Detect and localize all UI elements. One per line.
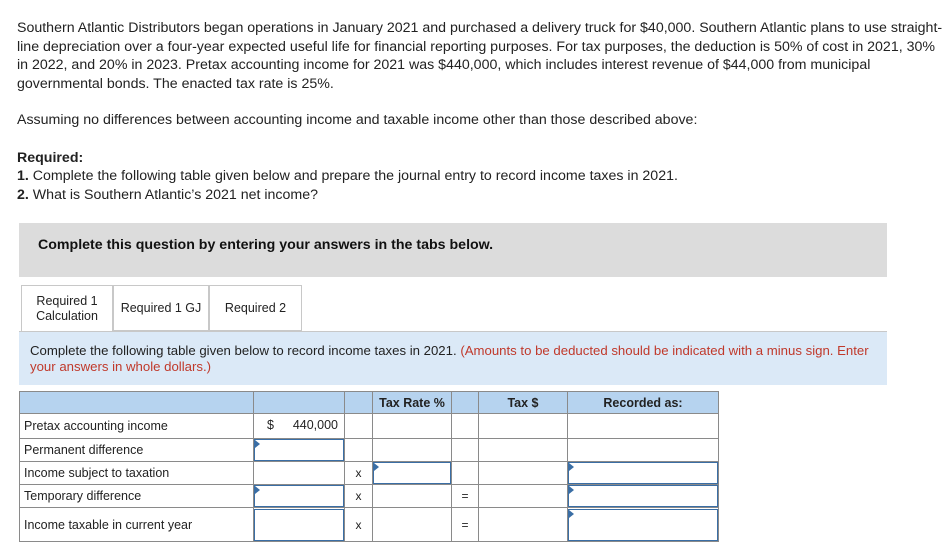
instructions-main: Complete the following table given below to record income taxes in 2021. — [30, 343, 461, 358]
empty-cell — [254, 462, 345, 485]
row-label: Permanent difference — [20, 439, 254, 462]
tab-required-1-gj[interactable] — [113, 285, 209, 331]
table-row — [20, 485, 719, 508]
amount: 440,000 — [292, 418, 338, 432]
recorded-as-select[interactable] — [568, 485, 718, 507]
tab-label-line1: Required 1 — [36, 294, 98, 308]
header-recorded-as: Recorded as: — [568, 392, 719, 414]
pretax-income-value — [254, 414, 345, 439]
row-label: Income taxable in current year — [20, 508, 254, 542]
table-row — [20, 414, 719, 439]
table-row — [20, 439, 719, 462]
table-header-row — [20, 392, 719, 414]
income-taxable-cell — [254, 508, 345, 542]
header-blank — [20, 392, 254, 414]
problem-paragraph-2: Assuming no differences between accounting income and taxable income other than those described above: — [17, 112, 698, 128]
empty-cell — [479, 485, 568, 508]
empty-cell — [345, 414, 373, 439]
header-blank — [452, 392, 479, 414]
problem-paragraph-1: Southern Atlantic Distributors began operations in January 2021 and purchased a delivery truck for $40,000. Southern Atlantic plans to use straight-line depreciation over a four-year expected useful life for financial reporting purposes. For tax purposes, the deduction is 50% of cost in 2021, 30% in 2022, and 20% in 2023. Pretax accounting income for 2021 was $440,000, which includes interest revenue of $44,000 from municipal governmental bonds. The enacted tax rate is 25%. — [17, 20, 943, 92]
header-tax-amount: Tax $ — [479, 392, 568, 414]
tab-required-1-calculation[interactable] — [21, 285, 113, 332]
multiply-sign: x — [345, 462, 373, 485]
tax-calculation-table — [19, 391, 719, 542]
recorded-as-cell — [568, 508, 719, 542]
temporary-difference-input[interactable] — [254, 485, 344, 507]
tab-label: Required 2 — [224, 300, 287, 315]
temporary-difference-cell — [254, 485, 345, 508]
tab-label-line2: Calculation — [36, 309, 98, 323]
empty-cell — [373, 439, 452, 462]
instructions-banner — [19, 223, 887, 277]
equals-sign: = — [452, 485, 479, 508]
empty-cell — [373, 414, 452, 439]
table-row — [20, 462, 719, 485]
multiply-sign: x — [345, 485, 373, 508]
header-blank — [345, 392, 373, 414]
empty-cell — [479, 414, 568, 439]
tab-label: Required 1 GJ — [120, 300, 202, 315]
empty-cell — [479, 462, 568, 485]
row-label: Income subject to taxation — [20, 462, 254, 485]
requirement-1-text: Complete the following table given below and prepare the journal entry to record income taxes in 2021. — [28, 168, 678, 184]
header-blank — [254, 392, 345, 414]
required-heading: Required: — [17, 149, 84, 166]
recorded-as-cell — [568, 462, 719, 485]
empty-cell — [373, 508, 452, 542]
requirement-2-number: 2. — [17, 186, 29, 203]
empty-cell — [452, 439, 479, 462]
header-tax-rate: Tax Rate % — [373, 392, 452, 414]
permanent-difference-cell — [254, 439, 345, 462]
tab-label — [36, 294, 98, 324]
recorded-as-select[interactable] — [568, 509, 718, 541]
requirement-1 — [17, 167, 945, 186]
empty-cell — [452, 414, 479, 439]
empty-cell — [479, 439, 568, 462]
tab-instructions — [19, 331, 887, 385]
empty-cell — [568, 414, 719, 439]
requirement-2 — [17, 186, 945, 205]
empty-cell — [568, 439, 719, 462]
empty-cell — [345, 439, 373, 462]
requirement-1-number: 1. — [17, 168, 29, 184]
problem-text — [17, 19, 945, 204]
tab-required-2[interactable] — [209, 285, 302, 331]
instructions-text — [30, 343, 875, 375]
row-label: Pretax accounting income — [20, 414, 254, 439]
recorded-as-select[interactable] — [568, 462, 718, 484]
currency-symbol: $ — [267, 418, 274, 432]
multiply-sign: x — [345, 508, 373, 542]
income-taxable-input[interactable] — [254, 509, 344, 541]
banner-text: Complete this question by entering your answers in the tabs below. — [38, 237, 494, 253]
tax-rate-cell — [373, 462, 452, 485]
recorded-as-cell — [568, 485, 719, 508]
empty-cell — [479, 508, 568, 542]
empty-cell — [452, 462, 479, 485]
row-label: Temporary difference — [20, 485, 254, 508]
table-row — [20, 508, 719, 542]
requirement-2-text: What is Southern Atlantic’s 2021 net income? — [28, 186, 319, 203]
equals-sign: = — [452, 508, 479, 542]
permanent-difference-input[interactable] — [254, 439, 344, 461]
tax-rate-input[interactable] — [373, 462, 451, 484]
instructions-note: (Amounts to be deducted should be indicated with a minus sign. Enter your answers in whole dollars.) — [30, 343, 869, 374]
empty-cell — [373, 485, 452, 508]
